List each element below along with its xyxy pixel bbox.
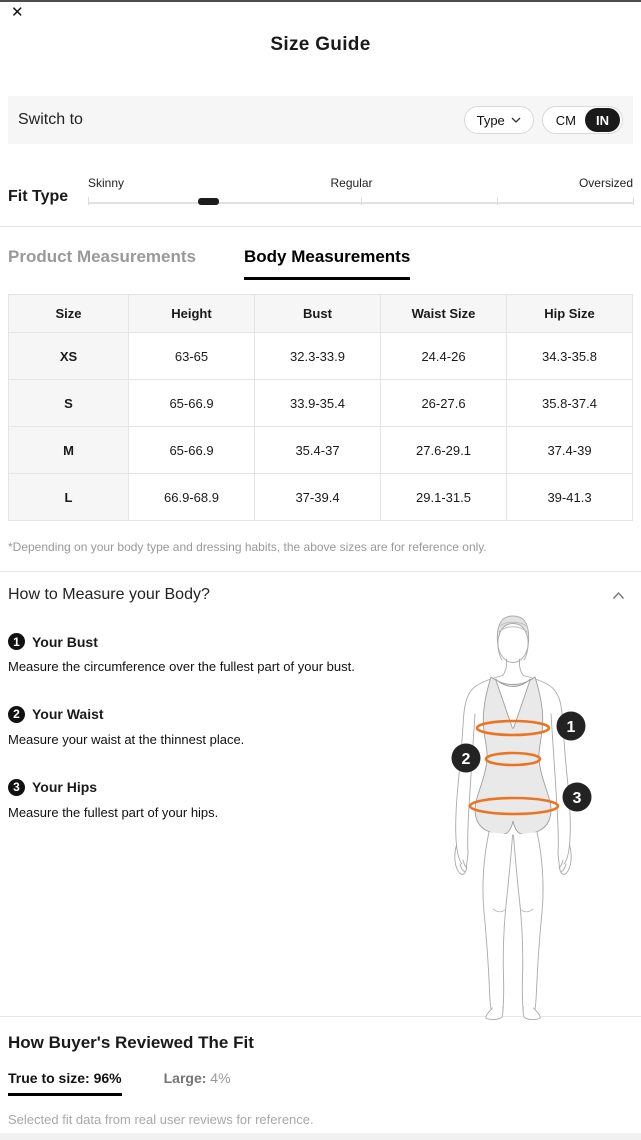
cell-waist: 24.4-26: [381, 333, 507, 380]
col-header-bust: Bust: [255, 295, 381, 333]
col-header-hip: Hip Size: [507, 295, 633, 333]
figure-badge-3-number: 3: [572, 789, 582, 807]
switch-bar: [8, 96, 633, 144]
chevron-down-icon: [511, 117, 521, 123]
fit-slider-handle[interactable]: [198, 198, 219, 205]
table-row: [9, 474, 633, 521]
fit-option-skinny: Skinny: [88, 176, 125, 190]
fit-review-note: Selected fit data from real user reviews for reference.: [8, 1112, 314, 1127]
type-dropdown-button[interactable]: [464, 106, 534, 134]
cell-size: XS: [9, 333, 129, 380]
cell-bust: 37-39.4: [255, 474, 381, 521]
body-measurement-figure: [423, 612, 639, 1022]
divider: [0, 226, 641, 227]
stat-true-to-size[interactable]: [8, 1070, 122, 1096]
fit-option-oversized: Oversized: [578, 176, 633, 190]
figure-badge-2-number: 2: [461, 750, 471, 768]
cell-height: 63-65: [129, 333, 255, 380]
unit-toggle: [542, 106, 623, 134]
table-row: [9, 380, 633, 427]
fit-review-section: [0, 1016, 641, 1127]
page-title: Size Guide: [270, 34, 371, 55]
tab-body-measurements[interactable]: Body Measurements: [244, 247, 410, 280]
unit-cm-button[interactable]: CM: [555, 112, 576, 128]
fit-review-title: How Buyer's Reviewed The Fit: [8, 1033, 254, 1052]
cell-hip: 35.8-37.4: [507, 380, 633, 427]
close-icon[interactable]: ✕: [11, 4, 24, 21]
measurement-tabs: [8, 247, 633, 280]
cell-size: M: [9, 427, 129, 474]
cell-waist: 29.1-31.5: [381, 474, 507, 521]
measure-item-title: Your Bust: [32, 633, 98, 650]
stat-value: 4%: [210, 1070, 231, 1086]
cell-size: S: [9, 380, 129, 427]
bottom-sheet-edge: [0, 1133, 641, 1140]
stat-large[interactable]: [164, 1070, 231, 1086]
table-row: [9, 333, 633, 380]
badge-2-icon: 2: [8, 706, 25, 723]
fit-option-regular: Regular: [330, 176, 373, 190]
measure-item-hips: [8, 779, 458, 823]
measure-item-desc: Measure the circumference over the fullest part of your bust.: [8, 659, 355, 674]
fit-type-slider: [88, 176, 633, 206]
size-table: [8, 294, 633, 521]
figure-badge-1-number: 1: [566, 718, 576, 736]
cell-size: L: [9, 474, 129, 521]
col-header-waist: Waist Size: [381, 295, 507, 333]
measure-item-desc: Measure the fullest part of your hips.: [8, 804, 219, 820]
fit-slider-tick: [633, 197, 634, 205]
table-header-row: [9, 295, 633, 333]
stat-label: True to size:: [8, 1070, 90, 1086]
unit-in-button[interactable]: IN: [585, 108, 620, 132]
stat-value: 96%: [93, 1070, 122, 1086]
measure-item-desc: Measure your waist at the thinnest place.: [8, 731, 245, 747]
cell-bust: 35.4-37: [255, 427, 381, 474]
cell-height: 65-66.9: [129, 380, 255, 427]
body-figure-illustration: [423, 612, 639, 1022]
measure-item-title: Your Hips: [32, 779, 98, 796]
cell-bust: 32.3-33.9: [255, 333, 381, 380]
cell-hip: 39-41.3: [507, 474, 633, 521]
stat-label: Large:: [163, 1070, 207, 1086]
badge-3-icon: 3: [8, 779, 25, 796]
tab-product-measurements[interactable]: Product Measurements: [8, 247, 196, 266]
col-header-size: Size: [9, 295, 129, 333]
how-to-measure-title: How to Measure your Body?: [8, 586, 210, 603]
how-to-measure-section: [0, 571, 641, 1016]
measure-item-bust: [8, 633, 458, 677]
badge-1-icon: 1: [8, 633, 25, 650]
cell-hip: 37.4-39: [507, 427, 633, 474]
fit-slider-tick: [88, 197, 89, 205]
fit-type-row: [8, 176, 633, 206]
type-dropdown-label: Type: [476, 112, 505, 128]
measure-item-title: Your Waist: [32, 706, 104, 723]
cell-height: 65-66.9: [129, 427, 255, 474]
fit-slider-tick: [497, 197, 498, 205]
fit-slider-tick: [361, 197, 362, 205]
cell-waist: 26-27.6: [381, 380, 507, 427]
table-footnote: *Depending on your body type and dressing habits, the above sizes are for reference only.: [8, 540, 487, 554]
cell-waist: 27.6-29.1: [381, 427, 507, 474]
switch-to-label: Switch to: [18, 111, 83, 128]
chevron-up-icon[interactable]: [612, 591, 625, 600]
cell-bust: 33.9-35.4: [255, 380, 381, 427]
measure-item-waist: [8, 706, 458, 750]
cell-hip: 34.3-35.8: [507, 333, 633, 380]
cell-height: 66.9-68.9: [129, 474, 255, 521]
fit-type-label: Fit Type: [8, 188, 69, 205]
col-header-height: Height: [129, 295, 255, 333]
table-row: [9, 427, 633, 474]
fit-slider-track[interactable]: [88, 197, 633, 206]
